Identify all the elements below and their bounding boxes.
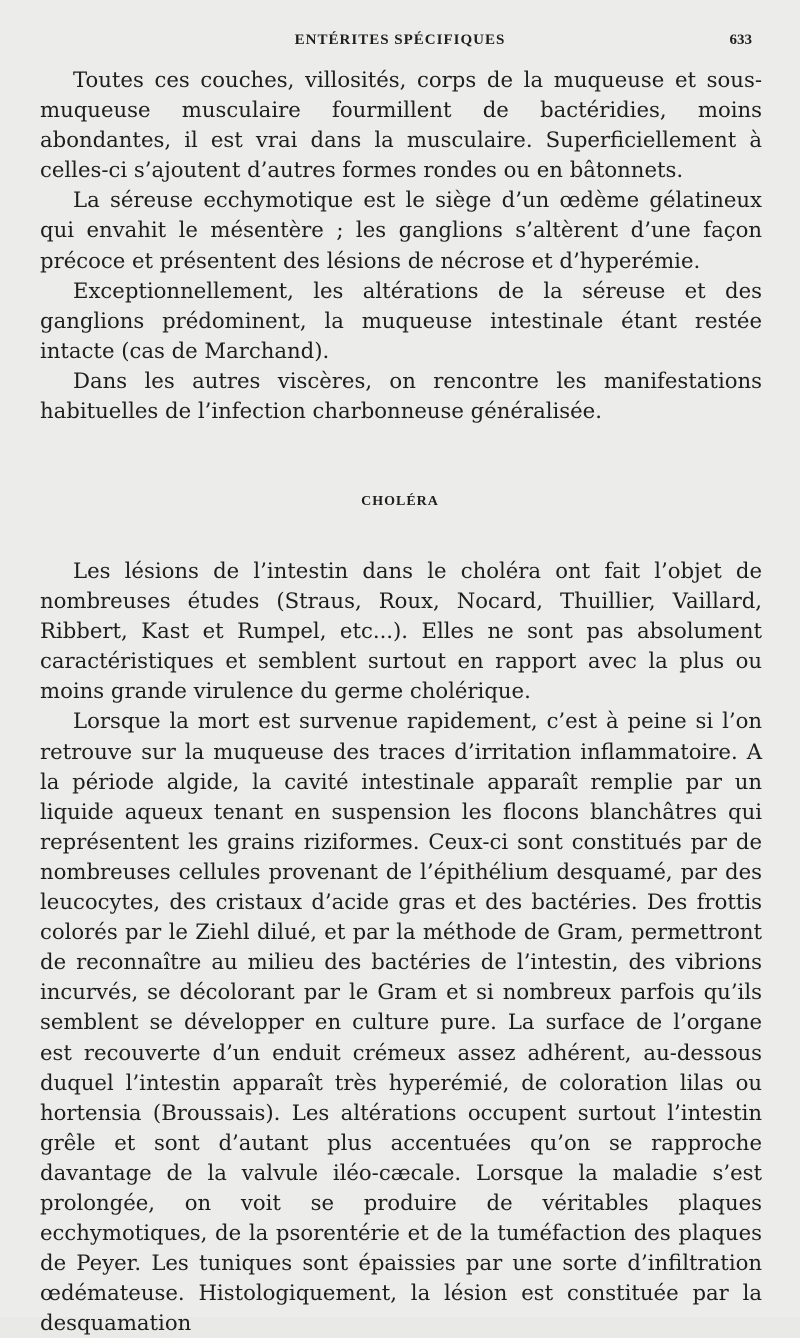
paragraph: Toutes ces couches, villosités, corps de la muqueuse et sous-muqueuse musculaire fourmillent de bactéridies, moins abondantes, il est vrai dans la musculaire. Superficiellement à celles-ci s’ajoutent d’autres formes rondes ou en bâtonnets. bbox=[40, 67, 762, 183]
anthrax-section-text bbox=[40, 65, 762, 426]
section-heading-cholera: CHOLÉRA bbox=[361, 494, 439, 509]
paragraph: Dans les autres viscères, on rencontre les manifestations habituelles de l’infection charbonneuse généralisée. bbox=[40, 367, 762, 424]
paragraph: Lorsque la mort est survenue rapidement, c’est à peine si l’on retrouve sur la muqueuse des traces d’irritation inflammatoire. A la période algide, la cavité intestinale apparaît remplie par un liquide aqueux tenant en suspension les flocons blanchâtres qui représentent les grains riziformes. Ceux-ci sont constitués par de nombreuses cellules provenant de l’épithélium desquamé, par des leucocytes, des cristaux d’acide gras et des bactéries. Des frottis colorés par le Ziehl dilué, et par la méthode de Gram, permettront de reconnaître au milieu des bactéries de l’intestin, des vibrions incurvés, se décolorant par le Gram et si nombreux parfois qu’ils semblent se développer en culture pure. La surface de l’organe est recouverte d’un enduit crémeux assez adhérent, au-dessous duquel l’intestin apparaît très hyperémié, de coloration lilas ou hortensia (Broussais). Les altérations occupent surtout l’intestin grêle et sont d’autant plus accentuées qu’on se rapproche davantage de la valvule iléo-cæcale. Lorsque la maladie s’est prolongée, on voit se produire de véritables plaques ecchymotiques, de la psorentérie et de la tuméfaction des plaques de Peyer. Les tuniques sont épaissies par une sorte d’infiltration œdémateuse. Histologiquement, la lésion est constituée par la desquamation bbox=[40, 708, 762, 1336]
cholera-section-text bbox=[40, 556, 762, 1338]
paragraph: Les lésions de l’intestin dans le choléra ont fait l’objet de nombreuses études (Straus, Roux, Nocard, Thuillier, Vaillard, Ribbert, Kast et Rumpel, etc...). Elles ne sont pas absolument caractéristiques et semblent surtout en rapport avec la plus ou moins grande virulence du germe cholérique. bbox=[40, 558, 762, 704]
paragraph: Exceptionnellement, les altérations de la séreuse et des ganglions prédominent, la muqueuse intestinale étant restée intacte (cas de Marchand). bbox=[40, 277, 762, 363]
running-title: ENTÉRITES SPÉCIFIQUES bbox=[294, 32, 506, 48]
paragraph: La séreuse ecchymotique est le siège d’un œdème gélatineux qui envahit le mésentère ; les ganglions s’altèrent d’une façon précoce et présentent des lésions de nécrose et d’hyperémie. bbox=[40, 187, 762, 273]
running-head bbox=[0, 30, 800, 56]
page-number: 633 bbox=[729, 32, 752, 48]
